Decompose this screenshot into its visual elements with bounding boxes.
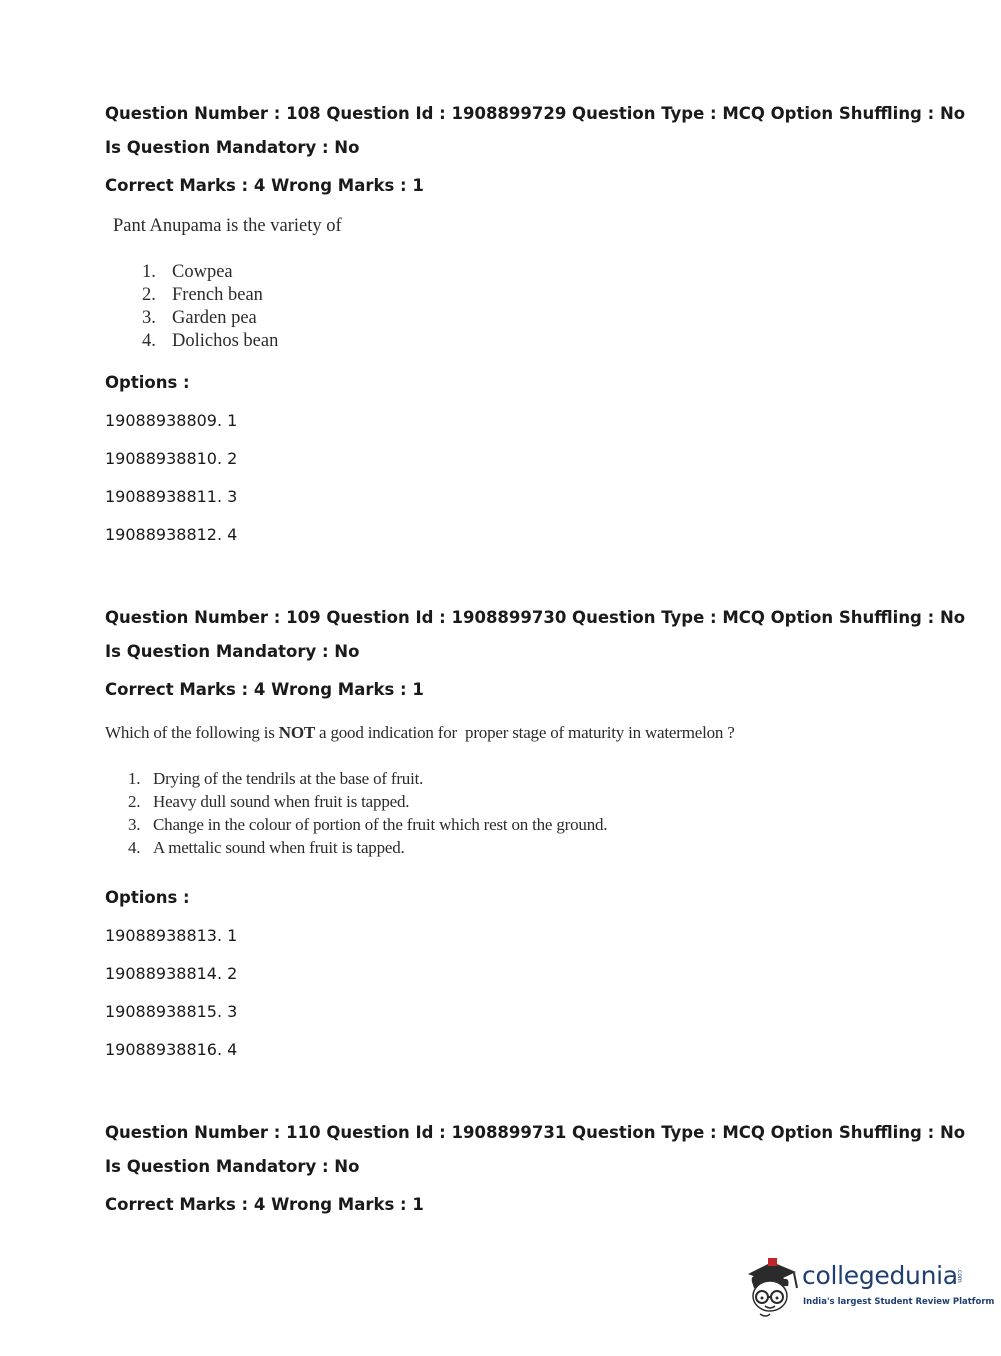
choice-item [128, 836, 735, 859]
choice-text: Cowpea [172, 262, 233, 282]
logo-wordmark: collegedunia [802, 1261, 958, 1290]
question-marks: Correct Marks : 4 Wrong Marks : 1 [105, 176, 424, 195]
mascot-icon [742, 1252, 802, 1318]
question-109 [105, 608, 965, 700]
question-header: Question Number : 108 Question Id : 1908899729 Question Type : MCQ Option Shuffling : No [105, 104, 966, 123]
option-item: 19088938816. 4 [105, 1040, 238, 1059]
collegedunia-logo [742, 1252, 995, 1322]
choice-item [128, 790, 735, 813]
choice-number: 2. [128, 792, 141, 811]
choice-item [142, 307, 342, 330]
option-item: 19088938814. 2 [105, 964, 238, 983]
question-mandatory: Is Question Mandatory : No [105, 642, 360, 661]
question-header: Question Number : 110 Question Id : 1908899731 Question Type : MCQ Option Shuffling : No [105, 1123, 966, 1142]
question-marks: Correct Marks : 4 Wrong Marks : 1 [105, 1195, 424, 1214]
choice-number: 3. [142, 308, 156, 328]
question-110 [105, 1123, 965, 1215]
option-item: 19088938813. 1 [105, 926, 238, 945]
option-item: 19088938810. 2 [105, 449, 238, 468]
choice-number: 1. [128, 769, 141, 788]
choice-number: 2. [142, 285, 156, 305]
choice-item [128, 813, 735, 836]
option-item: 19088938815. 3 [105, 1002, 238, 1021]
question-image [105, 722, 735, 859]
option-item: 19088938811. 3 [105, 487, 238, 506]
logo-dotcom: .com [956, 1268, 963, 1283]
choice-text: A mettalic sound when fruit is tapped. [153, 838, 405, 857]
logo-tagline: India's largest Student Review Platform [803, 1297, 995, 1307]
choice-item [142, 330, 342, 353]
choice-text: Drying of the tendrils at the base of fruit. [153, 769, 424, 788]
question-108 [105, 104, 965, 196]
choice-text: Heavy dull sound when fruit is tapped. [153, 792, 410, 811]
choice-number: 4. [128, 838, 141, 857]
choice-text: Dolichos bean [172, 331, 279, 351]
stem-text: a good indication for proper stage of maturity in watermelon ? [315, 723, 735, 742]
choice-number: 4. [142, 331, 156, 351]
question-mandatory: Is Question Mandatory : No [105, 1157, 360, 1176]
choice-item [142, 261, 342, 284]
options-block [105, 373, 965, 545]
options-label: Options : [105, 888, 190, 907]
question-image [113, 215, 342, 353]
question-stem: Pant Anupama is the variety of [113, 216, 342, 236]
choice-text: Garden pea [172, 308, 257, 328]
stem-text: Which of the following is [105, 723, 279, 742]
option-item: 19088938812. 4 [105, 525, 238, 544]
choice-list [128, 767, 735, 859]
option-item: 19088938809. 1 [105, 411, 238, 430]
options-block [105, 888, 965, 1060]
question-marks: Correct Marks : 4 Wrong Marks : 1 [105, 680, 424, 699]
question-stem [105, 722, 735, 744]
stem-emphasis: NOT [278, 723, 315, 742]
choice-text: French bean [172, 285, 263, 305]
question-mandatory: Is Question Mandatory : No [105, 138, 360, 157]
choice-list [142, 261, 342, 353]
choice-item [128, 767, 735, 790]
choice-text: Change in the colour of portion of the fruit which rest on the ground. [153, 815, 608, 834]
options-label: Options : [105, 373, 190, 392]
choice-item [142, 284, 342, 307]
choice-number: 1. [142, 262, 156, 282]
choice-number: 3. [128, 815, 141, 834]
question-header: Question Number : 109 Question Id : 1908899730 Question Type : MCQ Option Shuffling : No [105, 608, 966, 627]
